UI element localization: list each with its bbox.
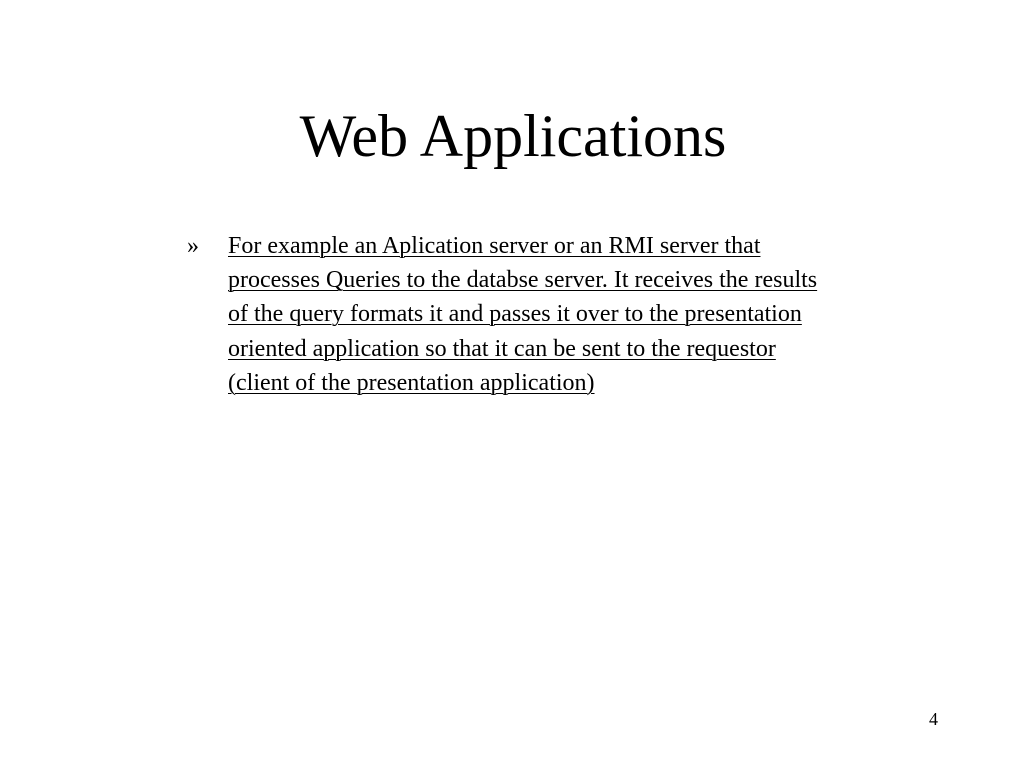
bullet-marker: » [187,233,199,259]
bullet-text: For example an Aplication server or an RMI server that processes Queries to the databse server. It receives the results of the query formats it and passes it over to the presentation oriented application so that it can be sent to the requestor (client of the presentation application) [228,233,818,396]
slide-title: Web Applications [299,103,727,169]
bullet-item [187,229,947,400]
slide-number: 4 [929,709,938,729]
